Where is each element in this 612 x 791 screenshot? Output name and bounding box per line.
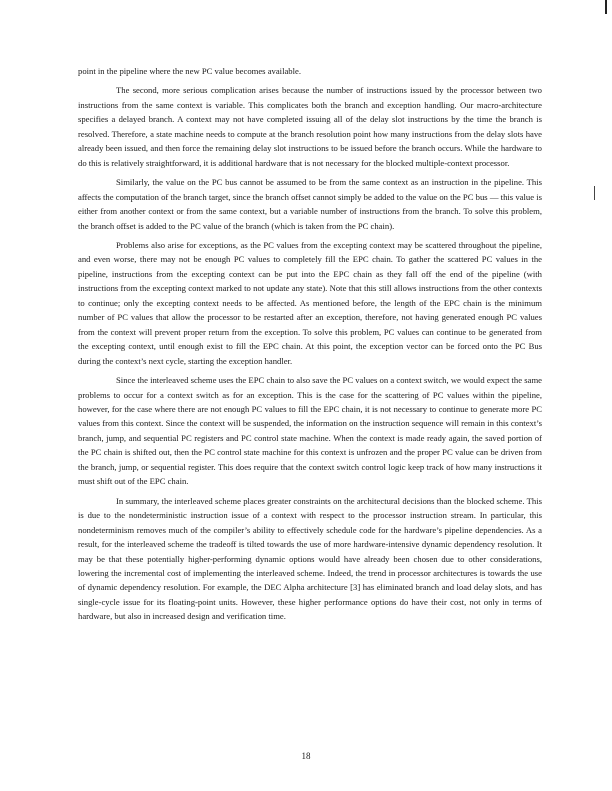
paragraph-summary: In summary, the interleaved scheme places greater constraints on the architectural decisions than the blocked scheme. This is due to the nondeterministic instruction issue of a context with respect to the processor instruction stream. In particular, this nondeterminism removes much of the compiler’s ability to effectively schedule code for the hardware’s pipeline dependencies. As a result, for the interleaved scheme the tradeoff is tilted towards the use of more hardware-intensive dynamic dependency resolution. It may be that these potentially higher-performing dynamic options would have already been chosen due to other considerations, lowering the incremental cost of implementing the interleaved scheme. Indeed, the trend in processor architectures is towards the use of dynamic dependency resolution. For example, the DEC Alpha architecture [3] has eliminated branch and load delay slots, and has single-cycle issue for its floating-point units. However, these higher performance options do have their cost, not only in terms of hardware, but also in increased design and verification time. [78, 495, 542, 622]
paragraph-continuation: point in the pipeline where the new PC value becomes available. [78, 66, 301, 76]
paragraph-pc-bus: Similarly, the value on the PC bus cannot be assumed to be from the same context as an instruction in the pipeline. This affects the computation of the branch target, since the branch offset cannot simply be added to the value on the PC bus — this value is either from another context or from the same context, but a variable number of instructions from the branch. To solve this problem, the branch offset is added to the PC value of the branch (which is taken from the PC chain). [78, 177, 542, 231]
margin-mark [594, 186, 595, 200]
body-text [78, 64, 542, 629]
page-number: 18 [301, 751, 311, 761]
paragraph-delayed-branch: The second, more serious complication arises because the number of instructions issued by the processor between two instructions from the same context is variable. This complicates both the branch and exception handling. Our macro-architecture specifies a delayed branch. A context may not have completed issuing all of the delay slot instructions by the time the branch is resolved. Therefore, a state machine needs to compute at the branch resolution point how many instructions from the delay slots have already been issued, and then force the remaining delay slot instructions to be issued before the branch occurs. While the hardware to do this is relatively straightforward, it is additional hardware that is not necessary for the blocked multiple-context processor. [78, 85, 542, 168]
scan-edge-mark [605, 0, 607, 14]
paragraph-context-switch: Since the interleaved scheme uses the EPC chain to also save the PC values on a context switch, we would expect the same problems to occur for a context switch as for an exception. This is the case for the scattering of PC values within the pipeline, however, for the case where there are not enough PC values to fill the EPC chain, it is not necessary to continue to generate more PC values from this context. Since the context will be suspended, the information on the instruction sequence will remain in this context’s branch, jump, and sequential PC registers and PC control state machine. When the context is made ready again, the saved portion of the PC chain is shifted out, then the PC control state machine for this context is unfrozen and the proper PC value can be driven from the branch, jump, or sequential register. This does require that the context switch control logic keep track of how many instructions it must shift out of the EPC chain. [78, 375, 542, 487]
paragraph-exceptions: Problems also arise for exceptions, as the PC values from the excepting context may be scattered throughout the pipeline, and even worse, there may not be enough PC values to completely fill the EPC chain. To gather the scattered PC values in the pipeline, instructions from the excepting context can be put into the EPC chain as they fall off the end of the pipeline (with instructions from the excepting context marked to not update any state). Note that this still allows instructions from the other contexts to continue; only the excepting context needs to be affected. As mentioned before, the length of the EPC chain is the minimum number of PC values that allow the processor to be restarted after an exception, therefore, not having generated enough PC values from the context will prevent proper return from the exception. To solve this problem, PC values can continue to be generated from the excepting context, until enough exist to fill the EPC chain. At this point, the exception vector can be forced onto the PC Bus during the context’s next cycle, starting the exception handler. [78, 239, 542, 366]
